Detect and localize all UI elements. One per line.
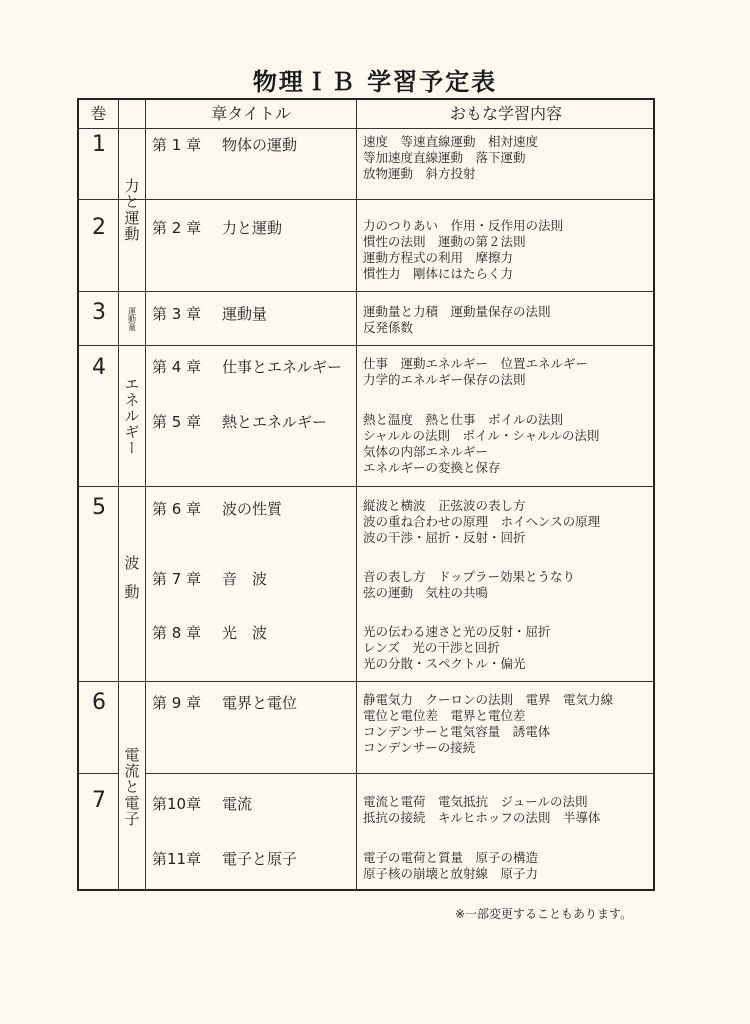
- chapter-contents: [363, 356, 588, 388]
- content-line: 静電気力 クーロンの法則 電界 電気力線: [363, 692, 614, 707]
- unit-label: エネルギー: [122, 376, 141, 456]
- schedule-table: [77, 98, 655, 891]
- chapter-number: 第 1 章: [152, 136, 202, 154]
- chapter-row: [152, 568, 267, 589]
- content-line: 抵抗の接続 キルヒホッフの法則 半導体: [363, 810, 601, 825]
- content-line: コンデンサーと電気容量 誘電体: [363, 724, 551, 739]
- content-line: 波の重ね合わせの原理 ホイヘンスの原理: [363, 514, 601, 529]
- chapter-title: 運動量: [222, 305, 268, 323]
- content-line: 原子核の崩壊と放射線 原子力: [363, 866, 539, 881]
- volume-number: 4: [92, 355, 106, 380]
- chapter-row: [152, 622, 267, 643]
- chapter-contents: [363, 304, 551, 336]
- footnote: ※一部変更することもあります。: [455, 907, 633, 921]
- content-line: 仕事 運動エネルギー 位置エネルギー: [363, 356, 589, 371]
- content-line: 運動方程式の利用 摩擦力: [363, 250, 514, 265]
- chapter-contents: [363, 134, 538, 182]
- chapter-title: 電流: [222, 795, 253, 813]
- chapter-title: 波の性質: [222, 500, 283, 518]
- chapter-row: [152, 303, 267, 324]
- header-volume: 巻: [90, 104, 107, 123]
- content-line: 慣性力 剛体にはたらく力: [363, 266, 514, 281]
- chapter-title: 電子と原子: [222, 850, 298, 868]
- content-line: 慣性の法則 運動の第２法則: [363, 234, 526, 249]
- content-line: 音の表し方 ドップラー効果とうなり: [363, 569, 576, 584]
- chapter-row: [152, 217, 282, 238]
- chapter-contents: [363, 498, 600, 546]
- content-line: 光の伝わる速さと光の反射・屈折: [363, 624, 551, 639]
- chapter-contents: [363, 692, 613, 756]
- content-line: 反発係数: [363, 320, 414, 335]
- chapter-title: 音 波: [222, 570, 268, 588]
- content-line: エネルギーの変換と保存: [363, 460, 501, 475]
- unit-label: 運動量: [127, 306, 137, 331]
- volume-number: 1: [92, 132, 106, 157]
- content-line: 電位と電位差 電界と電位差: [363, 708, 526, 723]
- chapter-contents: [363, 412, 599, 476]
- chapter-title: 仕事とエネルギー: [222, 358, 343, 376]
- chapter-row: [152, 692, 297, 713]
- content-line: 運動量と力積 運動量保存の法則: [363, 304, 551, 319]
- chapter-number: 第 9 章: [152, 694, 202, 712]
- chapter-row: [152, 356, 342, 377]
- content-line: 等加速度直線運動 落下運動: [363, 150, 526, 165]
- chapter-number: 第 5 章: [152, 413, 202, 431]
- chapter-contents: [363, 569, 575, 601]
- content-line: 電流と電荷 電気抵抗 ジュールの法則: [363, 794, 588, 809]
- content-line: 弦の運動 気柱の共鳴: [363, 585, 489, 600]
- content-line: 気体の内部エネルギー: [363, 444, 489, 459]
- chapter-title: 物体の運動: [222, 136, 298, 154]
- content-line: レンズ 光の干渉と回折: [363, 640, 500, 655]
- content-line: 電子の電荷と質量 原子の構造: [363, 850, 539, 865]
- page-title: 物理ＩＢ 学習予定表: [252, 68, 498, 96]
- content-line: 熱と温度 熱と仕事 ボイルの法則: [363, 412, 564, 427]
- chapter-title: 電界と電位: [222, 694, 298, 712]
- content-line: 速度 等速直線運動 相対速度: [363, 134, 539, 149]
- chapter-title: 熱とエネルギー: [222, 413, 328, 431]
- chapter-row: [152, 411, 327, 432]
- volume-number: 5: [92, 495, 106, 520]
- chapter-number: 第10章: [152, 795, 202, 813]
- content-line: コンデンサーの接続: [363, 740, 476, 755]
- chapter-title: 力と運動: [222, 219, 283, 237]
- content-line: 波の干渉・屈折・反射・回折: [363, 530, 526, 545]
- chapter-contents: [363, 624, 551, 672]
- volume-number: 7: [92, 788, 106, 813]
- chapter-number: 第 4 章: [152, 358, 202, 376]
- unit-label: 波動: [122, 555, 141, 613]
- chapter-title: 光 波: [222, 624, 268, 642]
- content-line: 力のつりあい 作用・反作用の法則: [363, 218, 564, 233]
- volume-number: 2: [92, 215, 106, 240]
- content-line: シャルルの法則 ボイル・シャルルの法則: [363, 428, 600, 443]
- content-line: 縦波と横波 正弦波の表し方: [363, 498, 526, 513]
- volume-number: 6: [92, 690, 106, 715]
- content-line: 放物運動 斜方投射: [363, 166, 476, 181]
- chapter-number: 第 6 章: [152, 500, 202, 518]
- chapter-row: [152, 793, 252, 814]
- chapter-contents: [363, 850, 538, 882]
- chapter-number: 第 2 章: [152, 219, 202, 237]
- header-chapter: 章タイトル: [211, 104, 291, 123]
- chapter-row: [152, 498, 282, 519]
- chapter-number: 第 3 章: [152, 305, 202, 323]
- chapter-contents: [363, 794, 600, 826]
- chapter-number: 第11章: [152, 850, 202, 868]
- chapter-number: 第 8 章: [152, 624, 202, 642]
- content-line: 力学的エネルギー保存の法則: [363, 372, 526, 387]
- volume-number: 3: [92, 300, 106, 325]
- chapter-number: 第 7 章: [152, 570, 202, 588]
- header-content: おもな学習内容: [449, 104, 562, 123]
- unit-label: 電流と電子: [122, 746, 141, 827]
- unit-label: 力と運動: [122, 178, 141, 242]
- chapter-row: [152, 134, 297, 155]
- chapter-contents: [363, 218, 563, 282]
- content-line: 光の分散・スペクトル・偏光: [363, 656, 526, 671]
- chapter-row: [152, 848, 297, 869]
